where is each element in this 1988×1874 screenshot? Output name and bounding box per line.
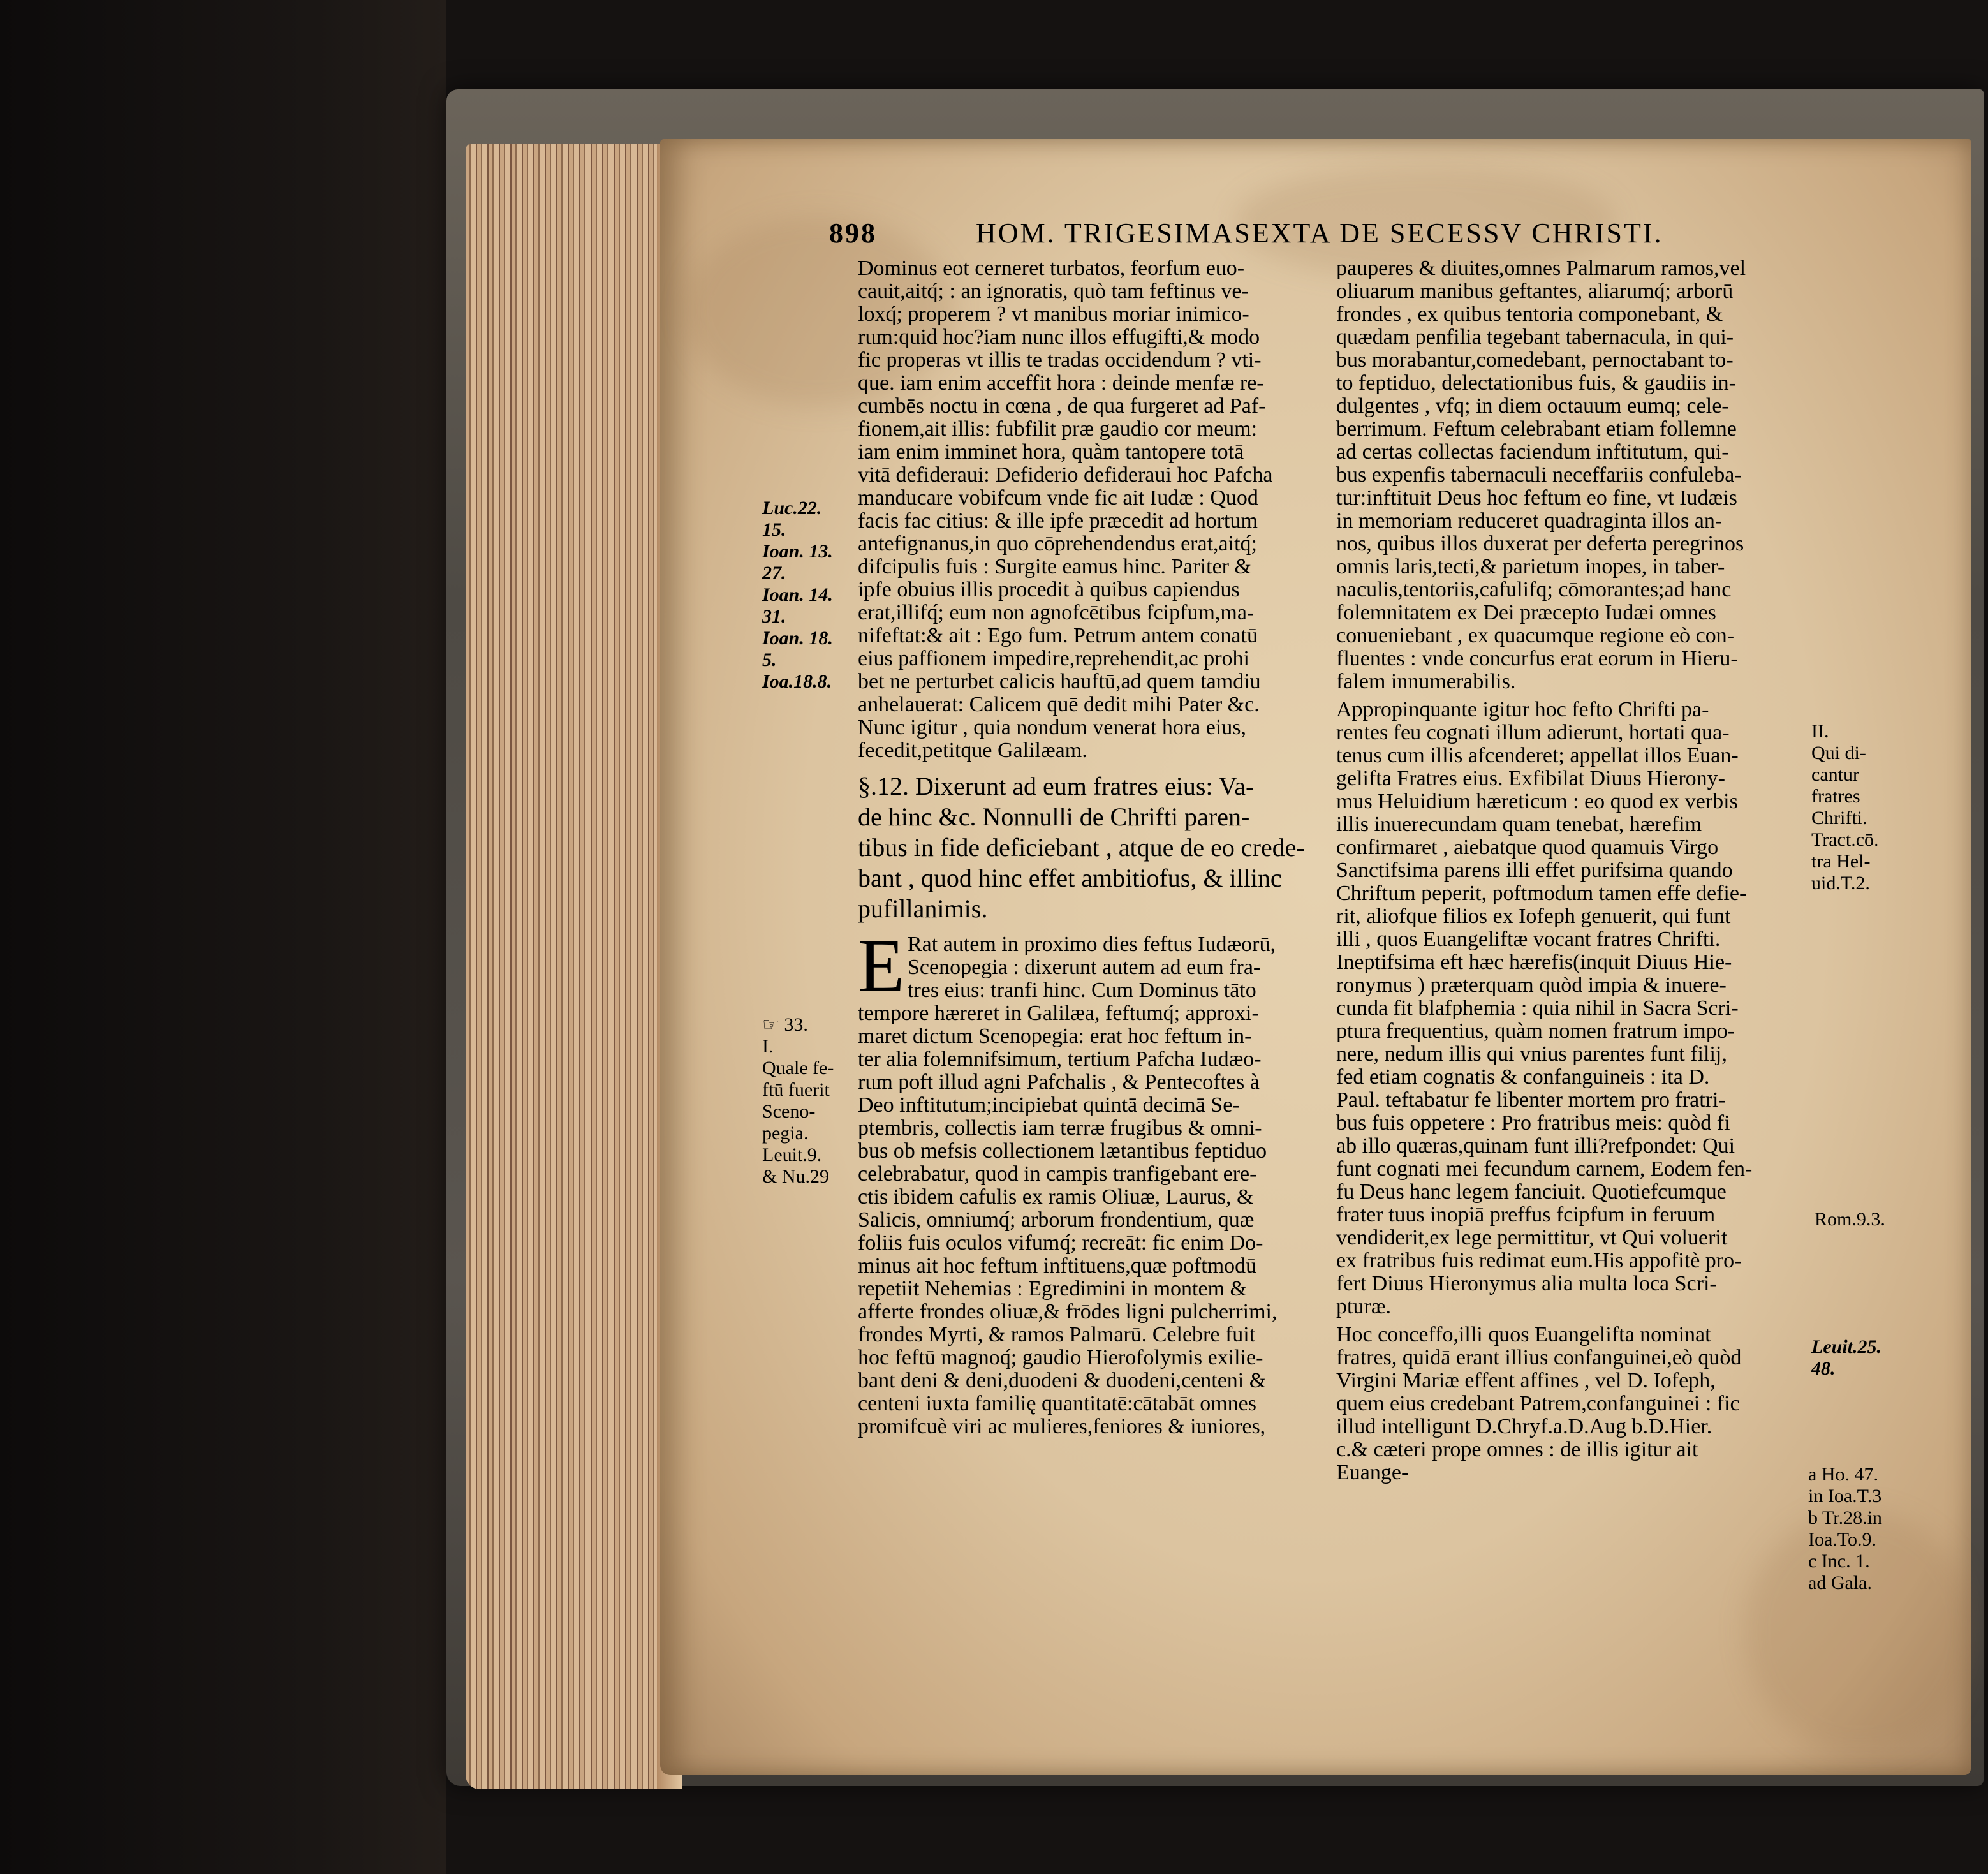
text-line: fed etiam cognatis & confanguineis : ita D. xyxy=(1336,1066,1710,1089)
text-line: vitā defideraui: Defiderio defideraui hoc Pafcha xyxy=(858,464,1273,487)
text-line: foliis fuis oculos vifumq́; recreāt: fic enim Do- xyxy=(858,1232,1263,1255)
text-line: in memoriam reduceret quadraginta illos an- xyxy=(1336,510,1723,533)
margin-note: b Tr.28.in xyxy=(1808,1507,1882,1528)
margin-note: tra Hel- xyxy=(1811,851,1871,872)
text-line: fratres, quidā erant illius confanguinei,eò quòd xyxy=(1336,1346,1742,1369)
margin-note: II. xyxy=(1811,721,1829,742)
text-line: quem eius credebant Patrem,confanguinei : fic xyxy=(1336,1392,1740,1415)
margin-note: Rom.9.3. xyxy=(1815,1209,1885,1230)
margin-note: Ioan. 14. xyxy=(762,584,833,605)
margin-note: Ioan. 18. xyxy=(762,628,833,649)
text-line: ronymus ) præterquam quòd impia & inuere- xyxy=(1336,974,1727,997)
right-margin-notes-3 xyxy=(1811,1336,1881,1380)
text-line: ex fratribus fuis redimat eum.His appofitè pro- xyxy=(1336,1250,1742,1273)
text-line: Rat autem in proximo dies feftus Iudæorū, xyxy=(908,933,1276,956)
text-line: iam enim imminet hora, quàm tantopere totā xyxy=(858,441,1244,464)
running-title: HOM. TRIGESIMASEXTA DE SECESSV CHRISTI. xyxy=(976,218,1663,249)
margin-note: Sceno- xyxy=(762,1101,816,1122)
margin-note: ☞ 33. xyxy=(762,1014,808,1035)
text-line: c.& cæteri prope omnes : de illis igitur ait xyxy=(1336,1438,1698,1461)
margin-note: Leuit.25. xyxy=(1811,1336,1881,1357)
text-line: frondes Myrti, & ramos Palmarū. Celebre fuit xyxy=(858,1324,1256,1346)
margin-note: & Nu.29 xyxy=(762,1166,829,1187)
margin-note: pegia. xyxy=(762,1123,809,1144)
left-paragraph-1 xyxy=(858,257,1317,762)
text-line: ipfe obuius illis procedit à quibus capiendus xyxy=(858,579,1240,601)
text-line: berrimum. Feftum celebrabant etiam follemne xyxy=(1336,418,1737,441)
spacer xyxy=(858,924,1317,933)
text-line: bet ne perturbet calicis hauftū,ad quem tamdiu xyxy=(858,670,1261,693)
text-line: ad certas collectas faciendum inftitutum, qui- xyxy=(1336,441,1729,464)
text-line: gelifta Fratres eius. Exfibilat Diuus Hierony- xyxy=(1336,767,1725,790)
text-line: Scenopegia : dixerunt autem ad eum fra- xyxy=(908,956,1261,979)
text-line: que. iam enim acceffit hora : deinde menfæ re- xyxy=(858,372,1264,395)
right-paragraph-2 xyxy=(1336,698,1802,1318)
text-line: manducare vobifcum vnde fic ait Iudæ : Quod xyxy=(858,487,1258,510)
text-line: illi , quos Euangeliftæ vocant fratres Chrifti. xyxy=(1336,928,1721,951)
text-line: fert Diuus Hieronymus alia multa loca Scri- xyxy=(1336,1273,1717,1295)
text-line: rum poft illud agni Pafchalis , & Pentecoftes à xyxy=(858,1071,1260,1094)
margin-note: a Ho. 47. xyxy=(1808,1464,1878,1485)
margin-note: uid.T.2. xyxy=(1811,873,1870,894)
text-line: bus morabantur,comedebant, pernoctabant to- xyxy=(1336,349,1734,372)
right-margin-notes-1 xyxy=(1811,721,1879,894)
spacer xyxy=(1336,693,1802,698)
text-line: omnis laris,tecti,& parietum inopes, in taber- xyxy=(1336,556,1725,579)
section-heading-line: pufillanimis. xyxy=(858,894,988,923)
text-line: Dominus eot cerneret turbatos, feorfum euo- xyxy=(858,257,1245,280)
page-number: 898 xyxy=(829,218,877,249)
text-line: difcipulis fuis : Surgite eamus hinc. Pariter & xyxy=(858,556,1251,579)
dark-background xyxy=(0,0,446,1874)
margin-note: ftū fuerit xyxy=(762,1079,830,1100)
text-line: tur:inftituit Deus hoc feftum eo fine, vt Iudæis xyxy=(1336,487,1737,510)
text-line: bus expenfis tabernaculi neceffariis confuleba- xyxy=(1336,464,1742,487)
text-line: rentes feu cognati illum adierunt, hortati qua- xyxy=(1336,721,1730,744)
margin-note: Tract.cō. xyxy=(1811,829,1879,850)
page-edges xyxy=(466,144,682,1789)
margin-note: 31. xyxy=(762,606,786,627)
paragraph-lines xyxy=(858,1002,1317,1438)
text-line: frater tuus inopiā preffus fcipfum in feruum xyxy=(1336,1204,1716,1227)
text-line: centeni iuxta familię quantitatē:cātabāt omnes xyxy=(858,1392,1256,1415)
margin-note: ad Gala. xyxy=(1808,1572,1872,1593)
text-line: folemnitatem ex Dei præcepto Iudæi omnes xyxy=(1336,601,1716,624)
text-line: fic properas vt illis te tradas occidendum ? vti- xyxy=(858,349,1262,372)
section-heading xyxy=(858,771,1317,924)
section-heading-line: de hinc &c. Nonnulli de Chrifti paren- xyxy=(858,802,1250,831)
margin-note: Chrifti. xyxy=(1811,808,1867,829)
running-head xyxy=(829,217,1850,249)
text-line: oliuarum manibus geftantes, aliarumq́; arborū xyxy=(1336,280,1734,303)
text-line: vendiderit,ex lege permittitur, vt Qui voluerit xyxy=(1336,1227,1728,1250)
left-paragraph-2 xyxy=(858,923,1317,1438)
text-line: quædam penfilia tegebant tabernacula, in qui- xyxy=(1336,326,1734,349)
right-margin-notes-4 xyxy=(1808,1464,1882,1594)
text-line: maret dictum Scenopegia: erat hoc feftum in- xyxy=(858,1025,1252,1048)
text-line: ptembris, collectis iam terræ frugibus & omni- xyxy=(858,1117,1262,1140)
text-line: illis inuerecundam quam tenebat, hærefim xyxy=(1336,813,1702,836)
text-line: Virgini Mariæ effent affines , vel D. Iofeph, xyxy=(1336,1369,1716,1392)
margin-note: cantur xyxy=(1811,764,1859,785)
text-line: fu Deus hanc legem fanciuit. Quotiefcumque xyxy=(1336,1181,1727,1204)
text-line: frondes , ex quibus tentoria componebant, & xyxy=(1336,303,1723,326)
text-line: Nunc igitur , quia nondum venerat hora eius, xyxy=(858,716,1247,739)
text-line: eius paffionem impedire,reprehendit,ac prohi xyxy=(858,647,1249,670)
margin-note: 27. xyxy=(762,563,786,584)
text-line: loxq́; properem ? vt manibus moriar inimico- xyxy=(858,303,1249,326)
left-margin-notes-1 xyxy=(762,498,833,693)
text-line: rit, aliofque filios ex Iofeph genuerit, qui funt xyxy=(1336,905,1731,928)
section-heading-line: bant , quod hinc effet ambitiofus, & illinc xyxy=(858,864,1282,892)
left-margin-notes-2 xyxy=(762,1014,834,1188)
text-line: Sanctifsima parens illi effet purifsima quando xyxy=(1336,859,1733,882)
spacer xyxy=(858,762,1317,771)
text-line: Euange- xyxy=(1336,1461,1409,1484)
text-line: anhelauerat: Calicem quē dedit mihi Pater &c. xyxy=(858,693,1260,716)
text-line: Deo inftitutum;incipiebat quintā decimā Se- xyxy=(858,1094,1240,1117)
margin-note: c Inc. 1. xyxy=(1808,1551,1870,1572)
text-line: Paul. teftabatur fe libenter mortem pro fratri- xyxy=(1336,1089,1726,1112)
text-line: Chriftum peperit, poftmodum tamen effe defie- xyxy=(1336,882,1747,905)
text-line: to feptiduo, delectationibus fuis, & gaudiis in- xyxy=(1336,372,1737,395)
text-line: erat,illifq́; eum non agnofcētibus fcipfum,ma- xyxy=(858,601,1255,624)
text-line: Ineptifsima eft hæc hærefis(inquit Diuus Hie- xyxy=(1336,951,1732,974)
right-text-column xyxy=(1336,257,1802,1484)
drop-cap: E xyxy=(858,923,905,1008)
text-line: fecedit,petitque Galilæam. xyxy=(858,739,1087,762)
text-line: tres eius: tranfi hinc. Cum Dominus tāto xyxy=(908,979,1256,1002)
margin-note: Leuit.9. xyxy=(762,1144,822,1165)
text-line: confirmaret , aiebatque quod quamuis Virgo xyxy=(1336,836,1719,859)
text-line: minus ait hoc feftum inftituens,quæ poftmodū xyxy=(858,1255,1257,1278)
text-line: Appropinquante igitur hoc fefto Chrifti pa- xyxy=(1336,698,1709,721)
margin-note: 15. xyxy=(762,519,786,540)
margin-note: Qui di- xyxy=(1811,742,1866,764)
margin-note: 48. xyxy=(1811,1358,1836,1379)
right-paragraph-1 xyxy=(1336,257,1802,693)
margin-note: I. xyxy=(762,1036,774,1057)
text-line: dulgentes , vfq; in diem octauum eumq; cele- xyxy=(1336,395,1729,418)
text-line: ter alia folemnifsimum, tertium Pafcha Iudæo- xyxy=(858,1048,1262,1071)
left-text-column xyxy=(858,257,1317,1438)
margin-note: in Ioa.T.3 xyxy=(1808,1486,1882,1507)
margin-note: 5. xyxy=(762,649,777,670)
text-line: bus ob mefsis collectionem lætantibus feptiduo xyxy=(858,1140,1267,1163)
text-line: nere, nedum illis qui vnius parentes funt filij, xyxy=(1336,1043,1727,1066)
text-line: facis fac citius: & ille ipfe præcedit ad hortum xyxy=(858,510,1258,533)
spacer xyxy=(1336,1318,1802,1324)
text-line: ab illo quæras,quinam funt illi?refpondet: Qui xyxy=(1336,1135,1735,1158)
text-line: celebrabatur, quod in campis tranfigebant ere- xyxy=(858,1163,1257,1186)
text-line: cunda fit blafphemia : quia nihil in Sacra Scri- xyxy=(1336,997,1739,1020)
text-line: mus Heluidium hæreticum : eo quod ex verbis xyxy=(1336,790,1738,813)
text-line: Hoc conceffo,illi quos Euangelifta nominat xyxy=(1336,1324,1711,1346)
text-line: tenus cum illis afcenderet; appellat illos Euan- xyxy=(1336,744,1739,767)
margin-note: Ioan. 13. xyxy=(762,541,833,562)
margin-note: fratres xyxy=(1811,786,1860,807)
text-line: bant deni & deni,duodeni & duodeni,centeni & xyxy=(858,1369,1267,1392)
text-line: funt cognati mei fecundum carnem, Eodem fen- xyxy=(1336,1158,1753,1181)
text-line: cumbēs noctu in cœna , de qua furgeret ad Paf- xyxy=(858,395,1266,418)
text-line: falem innumerabilis. xyxy=(1336,670,1516,693)
text-line: conueniebant , ex quacumque regione eò con- xyxy=(1336,624,1735,647)
text-line: promifcuè viri ac mulieres,feniores & iuniores, xyxy=(858,1415,1266,1438)
text-line: nifeftat:& ait : Ego fum. Petrum antem conatū xyxy=(858,624,1258,647)
text-line: bus fuis oppetere : Pro fratribus meis: quòd fi xyxy=(1336,1112,1730,1135)
text-line: antefignanus,in quo cōprehendendus erat,aitq́; xyxy=(858,533,1257,556)
text-line: tempore hæreret in Galilæa, feftumq́; approxi- xyxy=(858,1002,1259,1025)
text-line: ctis ibidem cafulis ex ramis Oliuæ, Laurus, & xyxy=(858,1186,1254,1209)
margin-note: Ioa.18.8. xyxy=(762,671,832,692)
text-line: rum:quid hoc?iam nunc illos effugifti,& modo xyxy=(858,326,1260,349)
margin-note: Ioa.To.9. xyxy=(1808,1529,1877,1550)
text-line: pauperes & diuites,omnes Palmarum ramos,vel xyxy=(1336,257,1746,280)
text-line: nos, quibus illos duxerat per deferta peregrinos xyxy=(1336,533,1744,556)
section-heading-line: tibus in fide deficiebant , atque de eo crede- xyxy=(858,833,1305,862)
text-line: illud intelligunt D.Chryf.a.D.Aug b.D.Hier. xyxy=(1336,1415,1712,1438)
text-line: fionem,ait illis: fubfilit præ gaudio cor meum: xyxy=(858,418,1258,441)
text-line: repetiit Nehemias : Egredimini in montem & xyxy=(858,1278,1247,1301)
text-line: ptura frequentius, quàm nomen fratrum impo- xyxy=(1336,1020,1735,1043)
text-line: hoc feftū magnoq́; gaudio Hierofolymis exilie- xyxy=(858,1346,1263,1369)
margin-note: Luc.22. xyxy=(762,498,822,519)
dropcap-lines xyxy=(858,923,1317,1008)
text-line: naculis,tentoriis,cafulifq; cōmorantes;ad hanc xyxy=(1336,579,1732,601)
section-heading-line: §.12. Dixerunt ad eum fratres eius: Va- xyxy=(858,772,1255,801)
text-line: fluentes : vnde concurfus erat eorum in Hieru- xyxy=(1336,647,1738,670)
right-margin-notes-2 xyxy=(1815,1209,1885,1230)
text-line: afferte frondes oliuæ,& frōdes ligni pulcherrimi, xyxy=(858,1301,1277,1324)
text-line: Salicis, omniumq́; arborum frondentium, quæ xyxy=(858,1209,1255,1232)
text-line: cauit,aitq́; : an ignoratis, quò tam feftinus ve- xyxy=(858,280,1249,303)
right-paragraph-3 xyxy=(1336,1324,1802,1484)
margin-note: Quale fe- xyxy=(762,1058,834,1079)
text-line: pturæ. xyxy=(1336,1295,1391,1318)
